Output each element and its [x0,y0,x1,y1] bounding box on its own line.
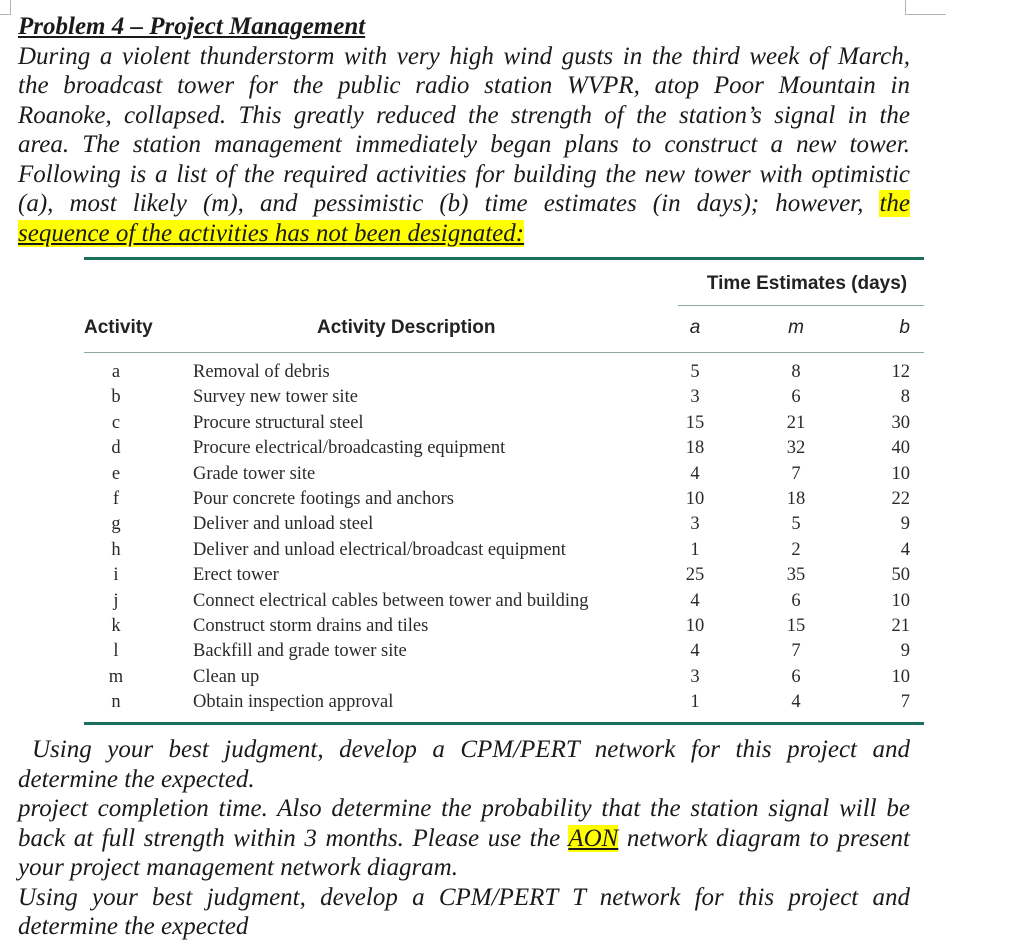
table-row [84,616,924,641]
activity-description: Obtain inspection approval [193,692,394,713]
estimate-m: 6 [791,666,801,687]
outro-line-4 [18,824,910,854]
activity-code: k [111,615,121,636]
estimate-m: 4 [791,692,801,713]
activity-code: i [113,565,119,586]
outro-line-3: project completion time. Also determine the probability that the station signal will be [18,795,910,822]
estimate-m: 8 [791,362,801,382]
activity-description: Procure structural steel [193,412,364,433]
table-row [84,540,924,565]
estimate-b: 10 [891,666,910,687]
estimate-b: 9 [900,641,910,662]
intro-line-1: During a violent thunderstorm with very high wind gusts in the third week of March, [18,42,910,70]
estimate-a: 10 [685,488,705,509]
col-header-description: Activity Description [317,317,496,338]
col-header-a: a [689,317,701,338]
estimate-m: 6 [791,590,801,611]
outro-line-1 [18,735,910,765]
estimate-b: 22 [891,488,910,509]
estimate-b: 8 [900,387,910,408]
activity-code: l [113,641,119,662]
activity-description: Backfill and grade tower site [193,641,407,662]
estimate-m: 2 [791,539,801,560]
estimate-b: 21 [891,615,910,636]
estimate-b: 12 [891,362,910,382]
activity-code: m [108,666,124,687]
outro-line-7: determine the expected [18,913,249,940]
estimate-b: 50 [891,565,910,586]
intro-line-7 [18,219,910,249]
estimate-a: 4 [690,590,700,611]
activity-description: Removal of debris [193,362,330,382]
intro-line-4: area. The station management immediately began plans to construct a new tower. [18,131,910,158]
activity-code: g [111,514,121,535]
table-row [84,692,924,717]
outro-line-1-text: Using your best judgment, develop a CPM/PERT network for this project and [32,736,910,763]
intro-line-2: the broadcast tower for the public radio station WVPR, atop Poor Mountain in [18,72,910,99]
activity-code: b [111,387,121,408]
estimate-a: 3 [690,666,700,687]
activity-description: Construct storm drains and tiles [193,615,429,636]
highlight-the: the [879,190,910,217]
activity-description: Pour concrete footings and anchors [193,488,454,509]
activity-description: Connect electrical cables between tower and building [193,590,589,611]
col-header-activity: Activity [84,317,153,338]
activity-description: Deliver and unload steel [193,514,374,535]
activity-description: Clean up [193,666,260,687]
intro-line-5: Following is a list of the required activities for building the new tower with optimistic [18,160,910,188]
col-header-b: b [899,317,910,338]
estimate-b: 10 [891,463,910,484]
estimate-m: 7 [791,463,801,484]
activity-description: Erect tower [193,565,279,586]
estimate-a: 3 [690,387,700,408]
time-estimates-header: Time Estimates (days) [706,273,908,294]
estimate-m: 5 [791,514,801,535]
activity-code: n [111,692,121,713]
estimate-b: 7 [900,692,910,713]
estimate-m: 6 [791,387,801,408]
estimate-b: 30 [891,412,910,433]
activity-description: Procure electrical/broadcasting equipment [193,438,506,459]
highlight-aon: AON [568,824,619,852]
table-row [84,489,924,514]
estimate-m: 32 [786,438,806,459]
activity-code: c [111,412,121,433]
estimate-a: 1 [690,539,700,560]
activity-code: a [111,362,121,382]
problem-title: Problem 4 – Project Management [18,13,366,40]
estimate-a: 25 [685,565,705,586]
table-top-rule [84,257,924,260]
table-row [84,387,924,412]
group-header-rule [678,305,924,306]
table-row [84,565,924,590]
problem-instructions [18,735,910,942]
table-row [84,591,924,616]
table-row [84,514,924,539]
activity-description: Survey new tower site [193,387,358,408]
intro-line-6 [18,189,910,219]
outro-line-4-post: network diagram to present [626,824,910,852]
highlight-sequence-text: sequence of the activities has not been designated: [18,219,525,247]
estimate-m: 35 [786,565,806,586]
outro-line-2: determine the expected. [18,765,255,793]
estimate-a: 3 [690,514,700,535]
estimate-a: 4 [690,641,700,662]
page-corner-mark-right [905,0,946,15]
outro-line-4-pre: back at full strength within 3 months. Please use the [18,824,561,852]
table-row [84,438,924,463]
estimate-b: 4 [900,539,910,560]
estimate-a: 15 [685,412,705,433]
outro-line-6: Using your best judgment, develop a CPM/PERT T network for this project and [18,883,910,911]
intro-line-6-text: (a), most likely (m), and pessimistic (b) time estimates (in days); however, [18,190,864,217]
table-body [84,362,924,717]
estimate-b: 10 [891,590,910,611]
table-row [84,667,924,692]
table-row [84,641,924,666]
estimate-a: 5 [690,362,700,382]
estimate-a: 10 [685,615,705,636]
table-header-rule [84,352,924,353]
page-corner-mark-left [0,0,11,15]
outro-line-5: your project management network diagram. [18,854,458,881]
estimate-a: 1 [690,692,700,713]
activity-code: h [111,539,121,560]
problem-intro [18,12,910,248]
activity-description: Grade tower site [193,463,316,484]
activity-code: f [112,488,120,509]
table-row [84,464,924,489]
estimate-m: 15 [786,615,806,636]
estimate-b: 40 [891,438,910,459]
estimate-a: 18 [685,438,705,459]
activity-code: j [113,590,119,611]
col-header-m: m [788,317,804,338]
table-bottom-rule [84,722,924,725]
activity-code: d [111,438,121,459]
estimate-m: 7 [791,641,801,662]
estimate-m: 21 [786,412,806,433]
estimate-a: 4 [690,463,700,484]
estimate-b: 9 [900,514,910,535]
table-row [84,413,924,438]
table-row [84,362,924,387]
estimate-m: 18 [786,488,806,509]
activity-description: Deliver and unload electrical/broadcast equipment [193,539,566,560]
intro-line-3: Roanoke, collapsed. This greatly reduced the strength of the station’s signal in the [18,101,910,129]
activity-code: e [111,463,121,484]
